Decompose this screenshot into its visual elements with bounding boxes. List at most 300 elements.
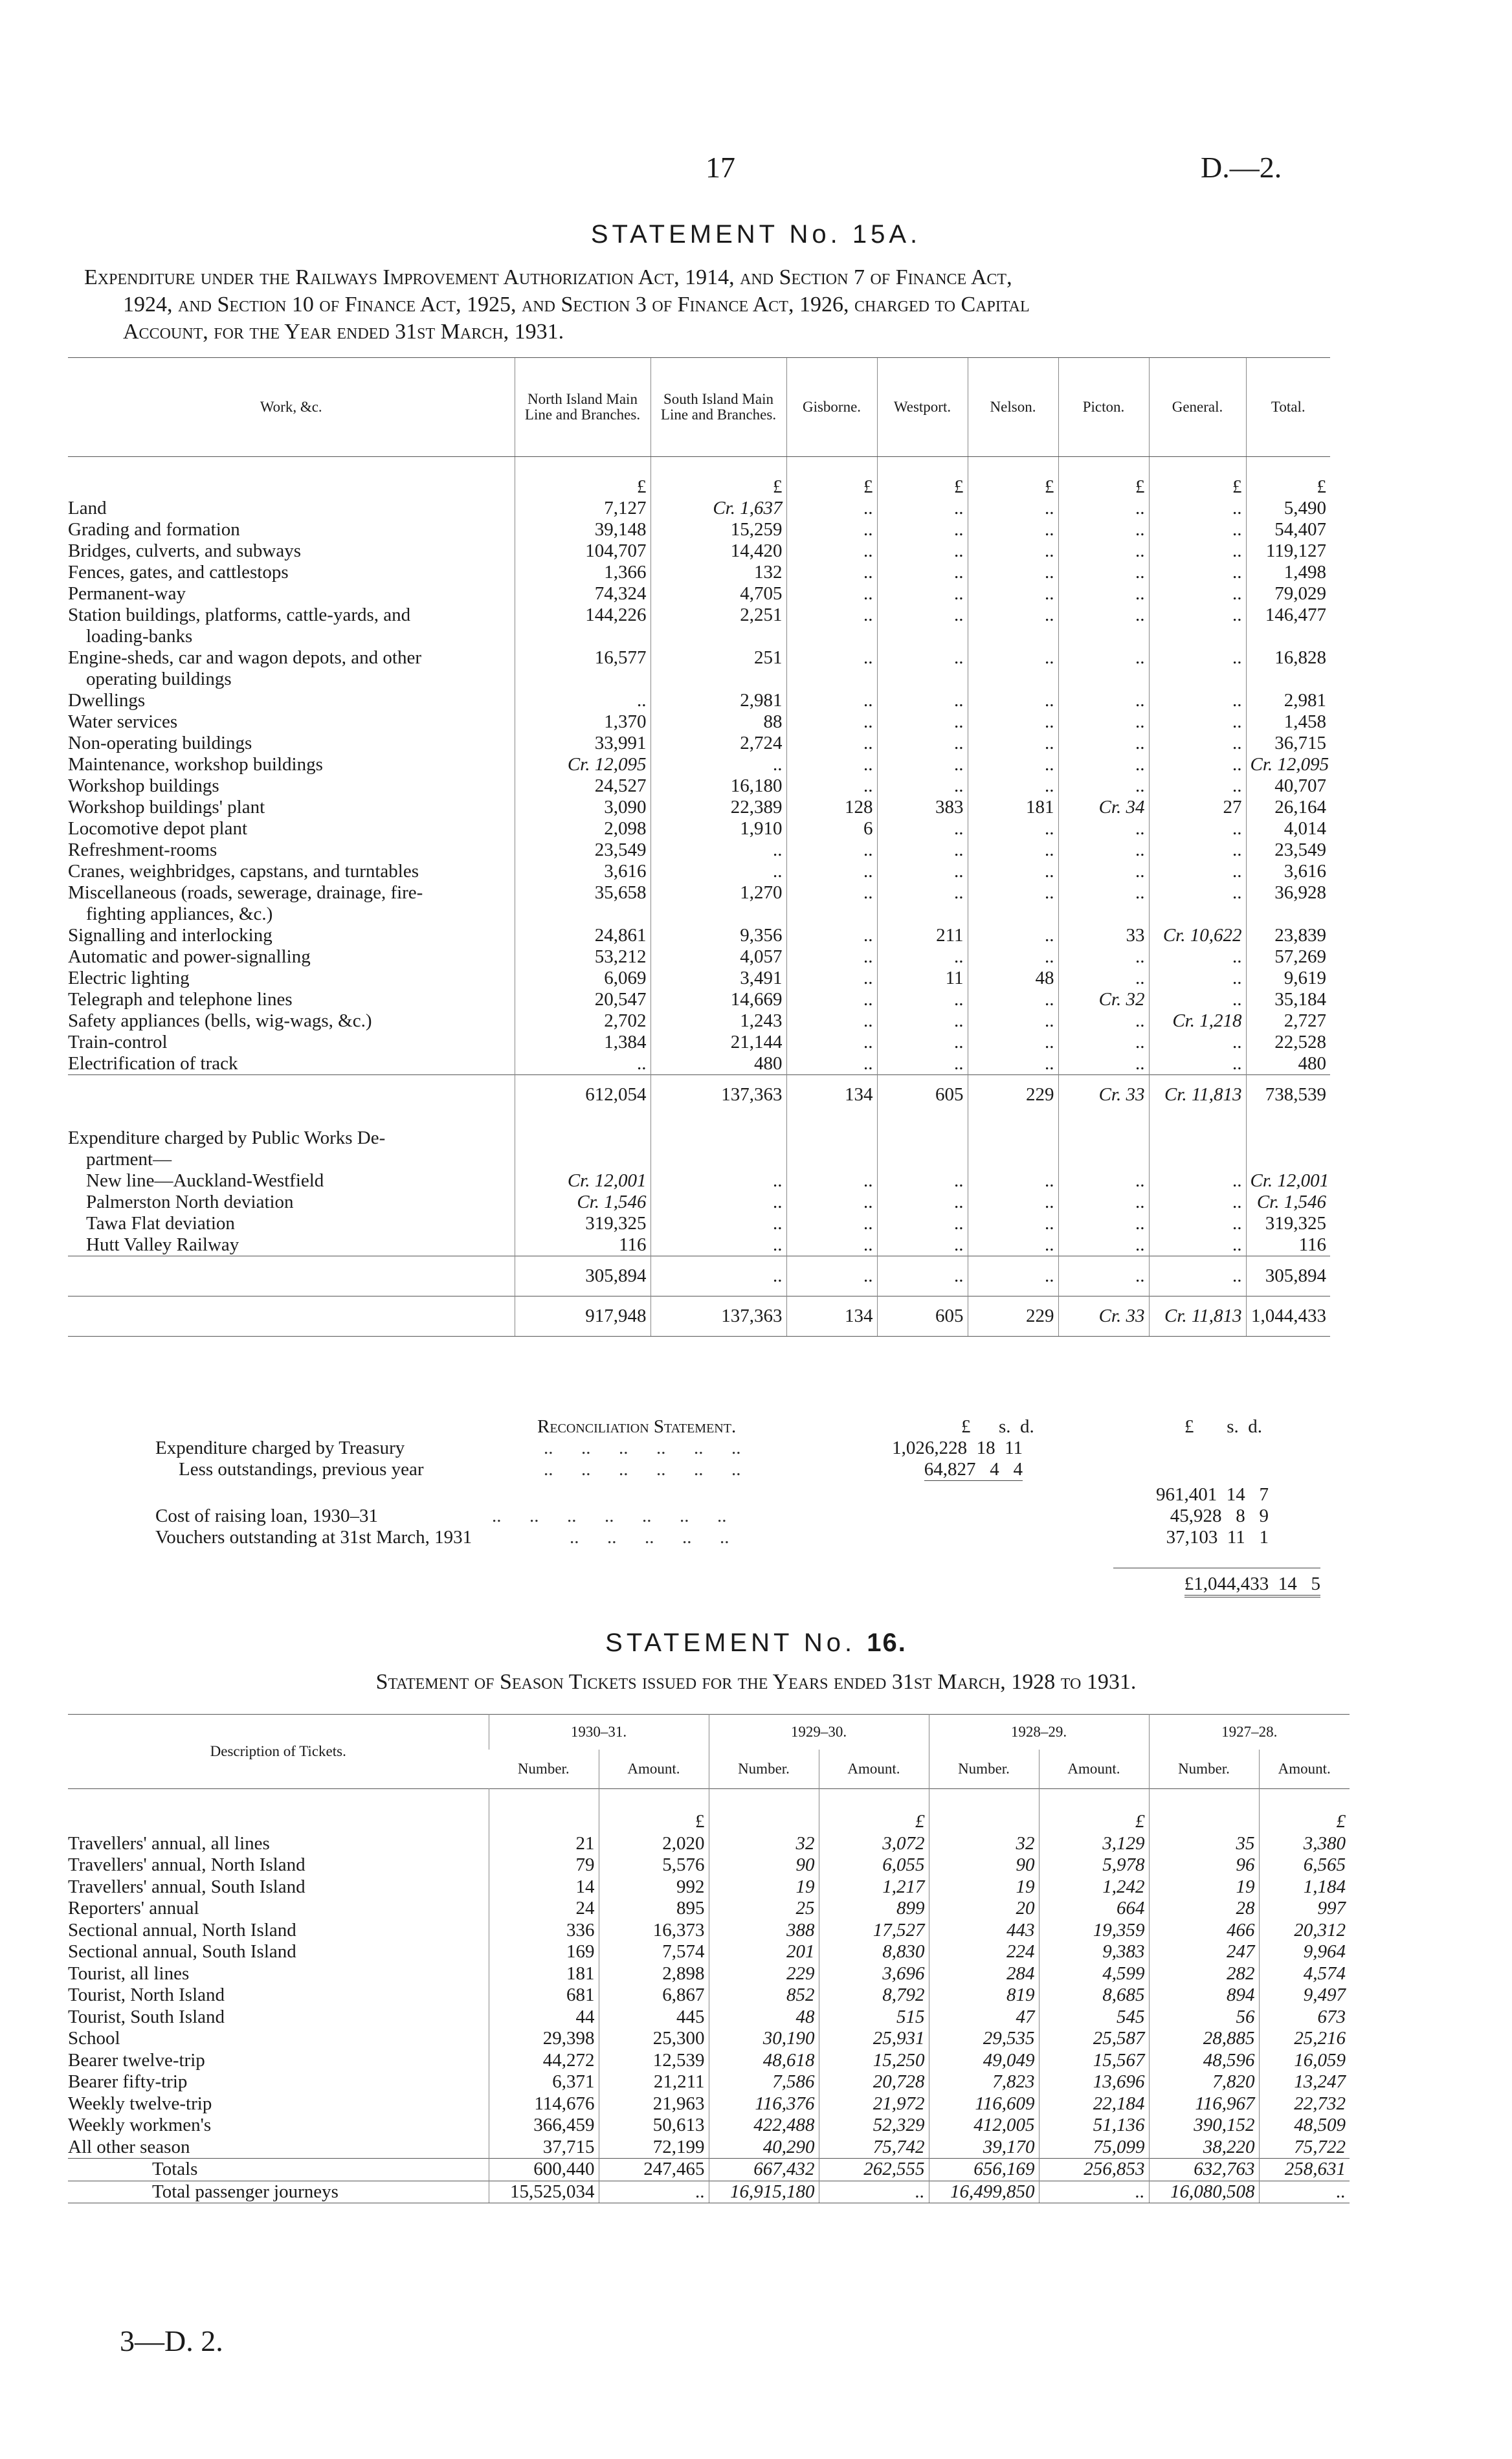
value-cell: .. [877, 775, 968, 797]
reconciliation-col-heads-a: £ s. d. [961, 1416, 1034, 1437]
value-cell: Cr. 1,637 [650, 498, 786, 519]
value-cell: .. [877, 1010, 968, 1032]
table-row [68, 1876, 1350, 1898]
amount-header: Amount. [1039, 1750, 1149, 1789]
value-cell: 17,527 [819, 1920, 929, 1942]
value-cell: 48,618 [709, 2050, 819, 2072]
journeys-row [68, 2181, 1350, 2203]
value-cell: 2,098 [515, 818, 650, 840]
total-cell: .. [1149, 1256, 1246, 1296]
row-label [68, 797, 515, 818]
value-cell: .. [877, 1234, 968, 1256]
value-cell: 681 [489, 1985, 599, 2007]
value-cell: 72,199 [599, 2137, 709, 2159]
pw-heading-row [68, 1128, 1330, 1170]
value-cell: .. [1058, 818, 1149, 840]
value-cell: 128 [786, 797, 877, 818]
page-footer: 3—D. 2. [120, 2324, 223, 2357]
value-cell: .. [968, 861, 1058, 882]
value-cell: .. [650, 1213, 786, 1234]
value-cell: Cr. 34 [1058, 797, 1149, 818]
table-row [68, 647, 1330, 690]
total-cell: 305,894 [515, 1256, 650, 1296]
number-header: Number. [929, 1750, 1039, 1789]
value-cell: .. [968, 690, 1058, 711]
row-label-text: Water services [68, 711, 178, 732]
value-cell: 3,090 [515, 797, 650, 818]
page-header [0, 150, 1512, 189]
total-cell: 612,054 [515, 1075, 650, 1115]
value-cell: 3,616 [515, 861, 650, 882]
vouchers-value: 37,103 11 1 [1166, 1527, 1269, 1548]
value-cell: 22,732 [1259, 2093, 1350, 2115]
table-row [68, 2071, 1350, 2093]
value-cell: 319,325 [515, 1213, 650, 1234]
total-cell: 1,044,433 [1246, 1296, 1330, 1337]
value-cell: 390,152 [1149, 2115, 1259, 2137]
value-cell: 36,715 [1246, 733, 1330, 754]
treasury-label: Expenditure charged by Treasury [155, 1438, 405, 1458]
value-cell: 50,613 [599, 2115, 709, 2137]
value-cell: 258,631 [1259, 2159, 1350, 2181]
value-cell: .. [877, 562, 968, 583]
value-cell: .. [1149, 968, 1246, 989]
value-cell: 2,251 [650, 605, 786, 647]
value-cell: .. [786, 946, 877, 968]
value-cell: .. [1058, 968, 1149, 989]
table-row [68, 1941, 1350, 1963]
value-cell: .. [968, 1192, 1058, 1213]
value-cell: 20,728 [819, 2071, 929, 2093]
value-cell: 545 [1039, 2007, 1149, 2029]
value-cell: 247,465 [599, 2159, 709, 2181]
value-cell: .. [650, 1192, 786, 1213]
table-row [68, 2115, 1350, 2137]
spacer-row [68, 1115, 1330, 1128]
row-label-text: Automatic and power-signalling [68, 946, 311, 967]
year-header: 1928–29. [929, 1715, 1149, 1750]
value-cell: 19,359 [1039, 1920, 1149, 1942]
value-cell: 16,828 [1246, 647, 1330, 690]
value-cell: 8,792 [819, 1985, 929, 2007]
value-cell: .. [515, 1053, 650, 1075]
value-cell: .. [1058, 733, 1149, 754]
loan-value: 45,928 8 9 [1170, 1506, 1269, 1526]
row-label [68, 1053, 515, 1075]
table-row [68, 818, 1330, 840]
value-cell: 54,407 [1246, 519, 1330, 540]
value-cell: 8,830 [819, 1941, 929, 1963]
currency-symbol: £ [968, 457, 1058, 498]
currency-symbol: £ [1246, 457, 1330, 498]
value-cell: .. [650, 861, 786, 882]
value-cell: 24 [489, 1898, 599, 1920]
row-label [68, 754, 515, 775]
value-cell: .. [1149, 605, 1246, 647]
row-label [68, 690, 515, 711]
column-header: South Island Main Line and Branches. [650, 358, 786, 457]
value-cell: 49,049 [929, 2050, 1039, 2072]
table-row [68, 2137, 1350, 2159]
value-cell: 2,727 [1246, 1010, 1330, 1032]
statement-16-caption: Statement of Season Tickets issued for the Years ended 31st March, 1928 to 1931. [375, 1670, 1137, 1694]
value-cell: 366,459 [489, 2115, 599, 2137]
row-label: Sectional annual, South Island [68, 1941, 296, 1962]
value-cell: 284 [929, 1963, 1039, 1985]
value-cell: 383 [877, 797, 968, 818]
value-cell: .. [877, 946, 968, 968]
row-label [68, 647, 515, 690]
value-cell: 44 [489, 2007, 599, 2029]
value-cell: 27 [1149, 797, 1246, 818]
empty-cell [1058, 1128, 1149, 1170]
value-cell: Cr. 12,001 [1246, 1170, 1330, 1192]
value-cell: Cr. 12,001 [515, 1170, 650, 1192]
value-cell: 480 [650, 1053, 786, 1075]
value-cell: .. [1149, 882, 1246, 925]
value-cell: 388 [709, 1920, 819, 1942]
value-cell: .. [786, 540, 877, 562]
table-row [68, 968, 1330, 989]
value-cell: 7,574 [599, 1941, 709, 1963]
row-label-text: Station buildings, platforms, cattle-yards, and [68, 605, 411, 625]
number-header: Number. [1149, 1750, 1259, 1789]
value-cell: .. [1058, 605, 1149, 647]
value-cell: 19 [709, 1876, 819, 1898]
value-cell: 26,164 [1246, 797, 1330, 818]
row-label-continuation: fighting appliances, &c.) [86, 904, 273, 924]
value-cell: 1,184 [1259, 1876, 1350, 1898]
total-cell: 229 [968, 1296, 1058, 1337]
value-cell: 32 [709, 1833, 819, 1855]
treasury-value: 1,026,228 18 11 [892, 1438, 1023, 1458]
value-cell: 5,490 [1246, 498, 1330, 519]
empty-cell [709, 1789, 819, 1833]
value-cell: 16,180 [650, 775, 786, 797]
value-cell: 16,080,508 [1149, 2181, 1259, 2203]
value-cell: 229 [709, 1963, 819, 1985]
value-cell: .. [786, 754, 877, 775]
value-cell: 852 [709, 1985, 819, 2007]
table-row [68, 605, 1330, 647]
year-header: 1927–28. [1149, 1715, 1350, 1750]
currency-symbol: £ [819, 1789, 929, 1833]
value-cell: 251 [650, 647, 786, 690]
statement-16-title [0, 1629, 1512, 1658]
value-cell: 9,964 [1259, 1941, 1350, 1963]
row-label [68, 775, 515, 797]
value-cell: 19 [929, 1876, 1039, 1898]
outstanding-label: Less outstandings, previous year [179, 1459, 424, 1480]
row-label-text: Electrification of track [68, 1053, 238, 1074]
value-cell: 21,211 [599, 2071, 709, 2093]
statement-16-number: 16. [867, 1629, 907, 1657]
total-cell: .. [650, 1256, 786, 1296]
value-cell: 48 [968, 968, 1058, 989]
value-cell: 20,547 [515, 989, 650, 1010]
value-cell: .. [1058, 519, 1149, 540]
value-cell: .. [1058, 882, 1149, 925]
value-cell: 39,148 [515, 519, 650, 540]
row-label: Weekly workmen's [68, 2115, 212, 2135]
value-cell: .. [786, 1032, 877, 1053]
vouchers-label: Vouchers outstanding at 31st March, 1931 [155, 1527, 472, 1548]
value-cell: 6,867 [599, 1985, 709, 2007]
value-cell: 16,915,180 [709, 2181, 819, 2203]
row-label: School [68, 2028, 120, 2049]
value-cell: 256,853 [1039, 2159, 1149, 2181]
value-cell: .. [786, 1170, 877, 1192]
value-cell: .. [1149, 1053, 1246, 1075]
spacer-cell [968, 1115, 1058, 1128]
spacer-cell [1149, 1115, 1246, 1128]
column-header: North Island Main Line and Branches. [515, 358, 650, 457]
value-cell: .. [1058, 647, 1149, 690]
value-cell: .. [650, 1170, 786, 1192]
value-cell: 35,184 [1246, 989, 1330, 1010]
value-cell: .. [968, 540, 1058, 562]
value-cell: .. [877, 754, 968, 775]
empty-cell [515, 1128, 650, 1170]
table-row [68, 733, 1330, 754]
value-cell: .. [1058, 840, 1149, 861]
value-cell: .. [968, 498, 1058, 519]
row-label-continuation: operating buildings [86, 669, 232, 689]
value-cell: 53,212 [515, 946, 650, 968]
pw-heading-continuation: partment— [86, 1149, 172, 1170]
value-cell: 9,497 [1259, 1985, 1350, 2007]
value-cell: 2,981 [650, 690, 786, 711]
statement-15a-table [68, 357, 1330, 1337]
reconciliation-statement: Reconciliation Statement. £ s. d. £ s. d. Expenditure charged by Treasury .. .. .. .. .. .. 1,026,228 18 11 Less outstandings, previous year .. .. .. .. .. .. 64,827 4 4 961,401 14 7 Cost of raising loan, 1930–31 .. .. .. .. .. .. .. 45,928 8 9 Vouchers outstanding at 31st March, 1931 .. .. .. .. .. 37,103 11 1 £1,044,433 14 5 [155, 1416, 1320, 1590]
value-cell: 3,696 [819, 1963, 929, 1985]
value-cell: 6,565 [1259, 1854, 1350, 1876]
row-label: Travellers' annual, South Island [68, 1876, 306, 1897]
value-cell: .. [1149, 1170, 1246, 1192]
value-cell: 1,217 [819, 1876, 929, 1898]
value-cell: 132 [650, 562, 786, 583]
value-cell: .. [1058, 1234, 1149, 1256]
row-label-text: Dwellings [68, 690, 146, 711]
value-cell: 3,380 [1259, 1833, 1350, 1855]
value-cell: 4,057 [650, 946, 786, 968]
row-label-text: Signalling and interlocking [68, 925, 272, 946]
value-cell: .. [1149, 1234, 1246, 1256]
number-header: Number. [709, 1750, 819, 1789]
total-cell: .. [786, 1256, 877, 1296]
row-label [68, 540, 515, 562]
currency-symbol: £ [1039, 1789, 1149, 1833]
total-cell: Cr. 33 [1058, 1296, 1149, 1337]
value-cell: .. [786, 840, 877, 861]
statement-15a-caption-line2: 1924, and Section 10 of Finance Act, 1925, and Section 3 of Finance Act, 1926, charged to Capital [123, 293, 1030, 317]
total-cell: 229 [968, 1075, 1058, 1115]
value-cell: 899 [819, 1898, 929, 1920]
currency-symbol: £ [599, 1789, 709, 1833]
row-label [68, 925, 515, 946]
value-cell: .. [786, 1234, 877, 1256]
totals-row [68, 2159, 1350, 2181]
value-cell: 1,498 [1246, 562, 1330, 583]
value-cell: .. [515, 690, 650, 711]
spacer-cell [786, 1115, 877, 1128]
net-value: 961,401 14 7 [1156, 1484, 1269, 1505]
value-cell: 262,555 [819, 2159, 929, 2181]
value-cell: 33,991 [515, 733, 650, 754]
currency-symbol: £ [786, 457, 877, 498]
value-cell: 56 [1149, 2007, 1259, 2029]
value-cell: Cr. 32 [1058, 989, 1149, 1010]
value-cell: 22,389 [650, 797, 786, 818]
column-header: Total. [1246, 358, 1330, 457]
total-cell: 605 [877, 1296, 968, 1337]
value-cell: 15,259 [650, 519, 786, 540]
row-label: Tourist, North Island [68, 1985, 225, 2005]
value-cell: .. [786, 605, 877, 647]
table-row [68, 775, 1330, 797]
value-cell: .. [1149, 519, 1246, 540]
value-cell: 412,005 [929, 2115, 1039, 2137]
value-cell: 7,127 [515, 498, 650, 519]
row-label: Sectional annual, North Island [68, 1919, 296, 1941]
row-label: Tawa Flat deviation [86, 1213, 235, 1234]
row-label-text: Locomotive depot plant [68, 818, 248, 839]
value-cell: .. [877, 690, 968, 711]
row-label-text: Non-operating buildings [68, 733, 252, 753]
value-cell: .. [968, 583, 1058, 605]
value-cell: 35 [1149, 1833, 1259, 1855]
row-label-text: Permanent-way [68, 583, 186, 604]
value-cell: 75,722 [1259, 2137, 1350, 2159]
value-cell: .. [968, 775, 1058, 797]
column-header: Description of Tickets. [210, 1743, 346, 1759]
value-cell: 224 [929, 1941, 1039, 1963]
value-cell: .. [786, 775, 877, 797]
total-cell: .. [877, 1256, 968, 1296]
table-row [68, 711, 1330, 733]
value-cell: 16,499,850 [929, 2181, 1039, 2203]
row-label: Totals [68, 2159, 489, 2181]
column-header: General. [1149, 358, 1246, 457]
amount-header: Amount. [819, 1750, 929, 1789]
value-cell: 2,981 [1246, 690, 1330, 711]
value-cell: 21 [489, 1833, 599, 1855]
value-cell: 336 [489, 1920, 599, 1942]
value-cell: 3,491 [650, 968, 786, 989]
spacer-cell [1246, 1115, 1330, 1128]
year-header: 1930–31. [489, 1715, 709, 1750]
total-cell: 917,948 [515, 1296, 650, 1337]
value-cell: Cr. 1,218 [1149, 1010, 1246, 1032]
value-cell: .. [786, 733, 877, 754]
currency-symbol: £ [1149, 457, 1246, 498]
value-cell: .. [968, 1010, 1058, 1032]
spacer-cell [877, 1115, 968, 1128]
empty-cell [786, 1128, 877, 1170]
value-cell: 895 [599, 1898, 709, 1920]
value-cell: .. [786, 1192, 877, 1213]
reconciliation-col-heads-b: £ s. d. [1184, 1416, 1263, 1437]
table-row [68, 1213, 1330, 1234]
value-cell: 11 [877, 968, 968, 989]
column-header: Gisborne. [786, 358, 877, 457]
value-cell: 9,619 [1246, 968, 1330, 989]
subtotal-row [68, 1075, 1330, 1115]
pw-heading-text: Expenditure charged by Public Works De- [68, 1128, 386, 1148]
value-cell: 1,270 [650, 882, 786, 925]
value-cell: 2,724 [650, 733, 786, 754]
value-cell: .. [1058, 540, 1149, 562]
currency-symbol: £ [1259, 1789, 1350, 1833]
value-cell: .. [1149, 1213, 1246, 1234]
value-cell: .. [1149, 989, 1246, 1010]
table-row [68, 1985, 1350, 2007]
row-label [68, 882, 515, 925]
value-cell: 90 [709, 1854, 819, 1876]
value-cell: 24,861 [515, 925, 650, 946]
total-cell: 134 [786, 1296, 877, 1337]
value-cell: 21,972 [819, 2093, 929, 2115]
value-cell: 114,676 [489, 2093, 599, 2115]
row-label: Tourist, all lines [68, 1963, 190, 1984]
value-cell: .. [968, 562, 1058, 583]
row-label [68, 711, 515, 733]
value-cell: 13,696 [1039, 2071, 1149, 2093]
value-cell: .. [877, 1213, 968, 1234]
value-cell: 88 [650, 711, 786, 733]
value-cell: .. [877, 733, 968, 754]
value-cell: 8,685 [1039, 1985, 1149, 2007]
value-cell: 21,144 [650, 1032, 786, 1053]
value-cell: .. [786, 882, 877, 925]
value-cell: 7,820 [1149, 2071, 1259, 2093]
value-cell: .. [786, 861, 877, 882]
table-row [68, 1920, 1350, 1942]
empty-cell [968, 1128, 1058, 1170]
row-label-text: Workshop buildings' plant [68, 797, 265, 818]
statement-15a-caption-line3: Account, for the Year ended 31st March, 1931. [123, 320, 564, 344]
value-cell: 1,384 [515, 1032, 650, 1053]
value-cell: 119,127 [1246, 540, 1330, 562]
value-cell: .. [1149, 1032, 1246, 1053]
value-cell: 2,702 [515, 1010, 650, 1032]
value-cell: .. [968, 840, 1058, 861]
value-cell: 40,290 [709, 2137, 819, 2159]
table-row [68, 690, 1330, 711]
value-cell: .. [877, 583, 968, 605]
value-cell: 16,373 [599, 1920, 709, 1942]
currency-symbol: £ [515, 457, 650, 498]
value-cell: .. [1058, 498, 1149, 519]
value-cell: 32 [929, 1833, 1039, 1855]
row-label [68, 861, 515, 882]
value-cell: 12,539 [599, 2050, 709, 2072]
value-cell: 515 [819, 2007, 929, 2029]
value-cell: 20 [929, 1898, 1039, 1920]
value-cell: .. [877, 605, 968, 647]
value-cell: 169 [489, 1941, 599, 1963]
page-reference: D.—2. [1201, 151, 1282, 184]
spacer-cell [1058, 1115, 1149, 1128]
value-cell: .. [968, 647, 1058, 690]
value-cell: .. [877, 840, 968, 861]
value-cell: .. [968, 605, 1058, 647]
row-label-text: Fences, gates, and cattlestops [68, 562, 289, 583]
value-cell: 116,609 [929, 2093, 1039, 2115]
table-row [68, 2028, 1350, 2050]
total-cell: Cr. 33 [1058, 1075, 1149, 1115]
value-cell: 466 [1149, 1920, 1259, 1942]
